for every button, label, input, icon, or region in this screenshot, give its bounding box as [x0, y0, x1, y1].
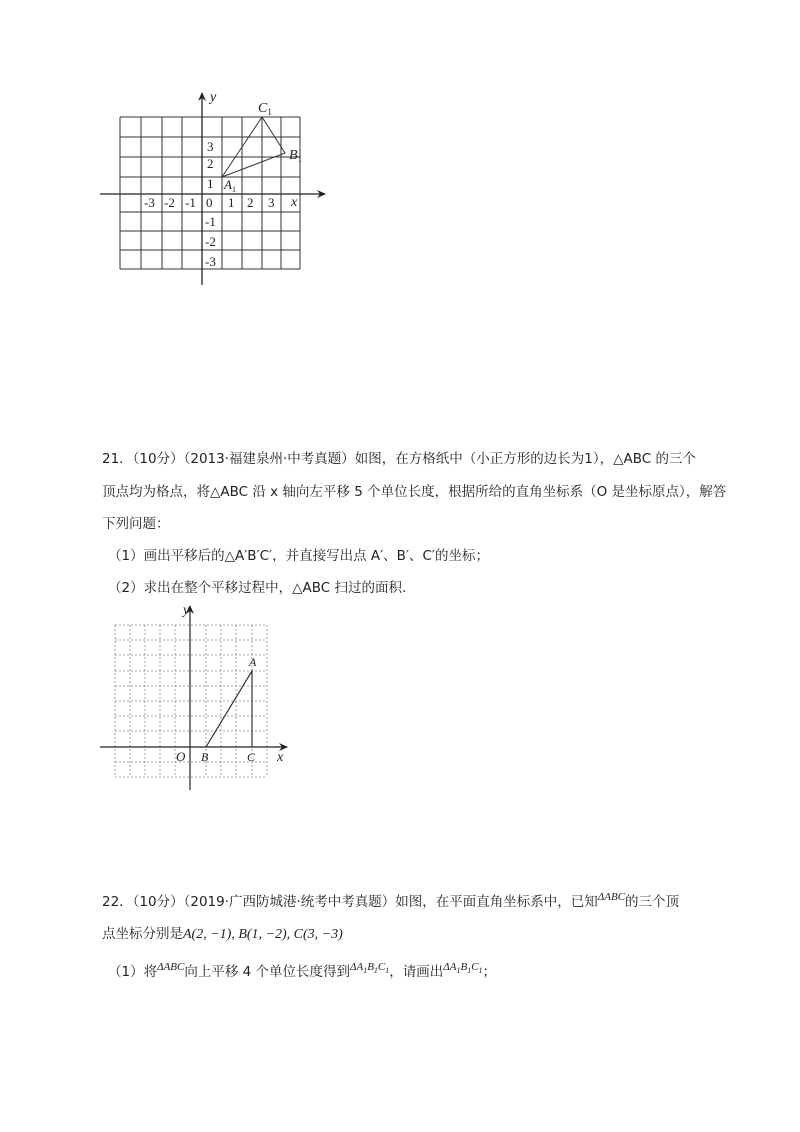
- label-a1: $A_1$: [224, 177, 236, 194]
- q22-triangle-a1b1c1-2: ΔA1B1C1: [443, 961, 483, 976]
- x-tick: -2: [164, 195, 175, 210]
- x-tick: -1: [185, 195, 196, 210]
- label-c: C: [247, 750, 256, 764]
- q22-line-2: [102, 924, 343, 945]
- q21-line-1: 21．（10分）（2013·福建泉州·中考真题）如图，在方格纸中（小正方形的边长为1），△ABC 的三个: [102, 451, 696, 467]
- figure-2-y-label: y: [183, 603, 190, 618]
- q22-part-1-triangle: ΔABC: [157, 961, 185, 973]
- figure-1-coordinate-grid: [95, 85, 335, 295]
- q22-coordinates: A(2, −1), B(1, −2), C(3, −3): [183, 927, 343, 942]
- x-tick: 3: [268, 195, 275, 210]
- q22-part-1-start: （1）将: [108, 964, 158, 980]
- x-tick: 0: [206, 195, 213, 210]
- y-tick: -1: [205, 214, 216, 229]
- q22-triangle-a1b1c1: ΔA1B1C1: [350, 961, 390, 976]
- q22-part-1-middle: 向上平移 4 个单位长度得到: [184, 964, 350, 980]
- q21-line-2: 顶点均为格点，将△ABC 沿 x 轴向左平移 5 个单位长度，根据所给的直角坐标系（O 是坐标原点），解答: [102, 484, 727, 500]
- label-b: B: [201, 750, 209, 764]
- q22-line-1: [102, 892, 679, 913]
- q22-part-1: [108, 962, 496, 987]
- q21-part-2: （2）求出在整个平移过程中，△ABC 扫过的面积.: [108, 580, 407, 596]
- q22-part-1-middle-2: ，请画出: [389, 964, 444, 980]
- y-tick: 1: [207, 176, 214, 191]
- y-tick: 2: [207, 156, 214, 171]
- figure-2-coordinate-grid: [95, 600, 300, 795]
- figure-2-grid: [115, 625, 267, 777]
- y-tick: 3: [207, 139, 214, 154]
- y-tick: -3: [205, 254, 216, 269]
- label-c1: $C_1$: [258, 101, 272, 117]
- q22-line-2-start: 点坐标分别是: [102, 926, 183, 942]
- y-tick: -2: [205, 234, 216, 249]
- figure-2-x-label: x: [277, 750, 284, 765]
- label-a: A: [249, 655, 257, 669]
- q21-part-1: （1）画出平移后的△A′B′C′，并直接写出点 A′、B′、C′的坐标；: [108, 548, 489, 564]
- figure-1-x-label: x: [291, 195, 298, 210]
- x-tick: 1: [228, 195, 235, 210]
- q22-part-1-end: ；: [482, 964, 497, 980]
- q21-line-3: 下列问题：: [102, 516, 170, 532]
- figure-1-y-label: y: [210, 90, 217, 105]
- q22-triangle-abc: ΔABC: [597, 891, 626, 903]
- label-b1: $B_1$: [289, 148, 303, 164]
- label-origin: O: [176, 749, 186, 764]
- q22-line-1-start: 22．（10分）（2019·广西防城港·统考中考真题）如图，在平面直角坐标系中，已知: [102, 894, 598, 910]
- q22-line-1-end: 的三个顶: [625, 894, 680, 910]
- x-tick: -3: [144, 195, 155, 210]
- triangle-abc: [206, 671, 252, 747]
- x-tick: 2: [247, 195, 254, 210]
- triangle-a1b1c1: [222, 117, 285, 177]
